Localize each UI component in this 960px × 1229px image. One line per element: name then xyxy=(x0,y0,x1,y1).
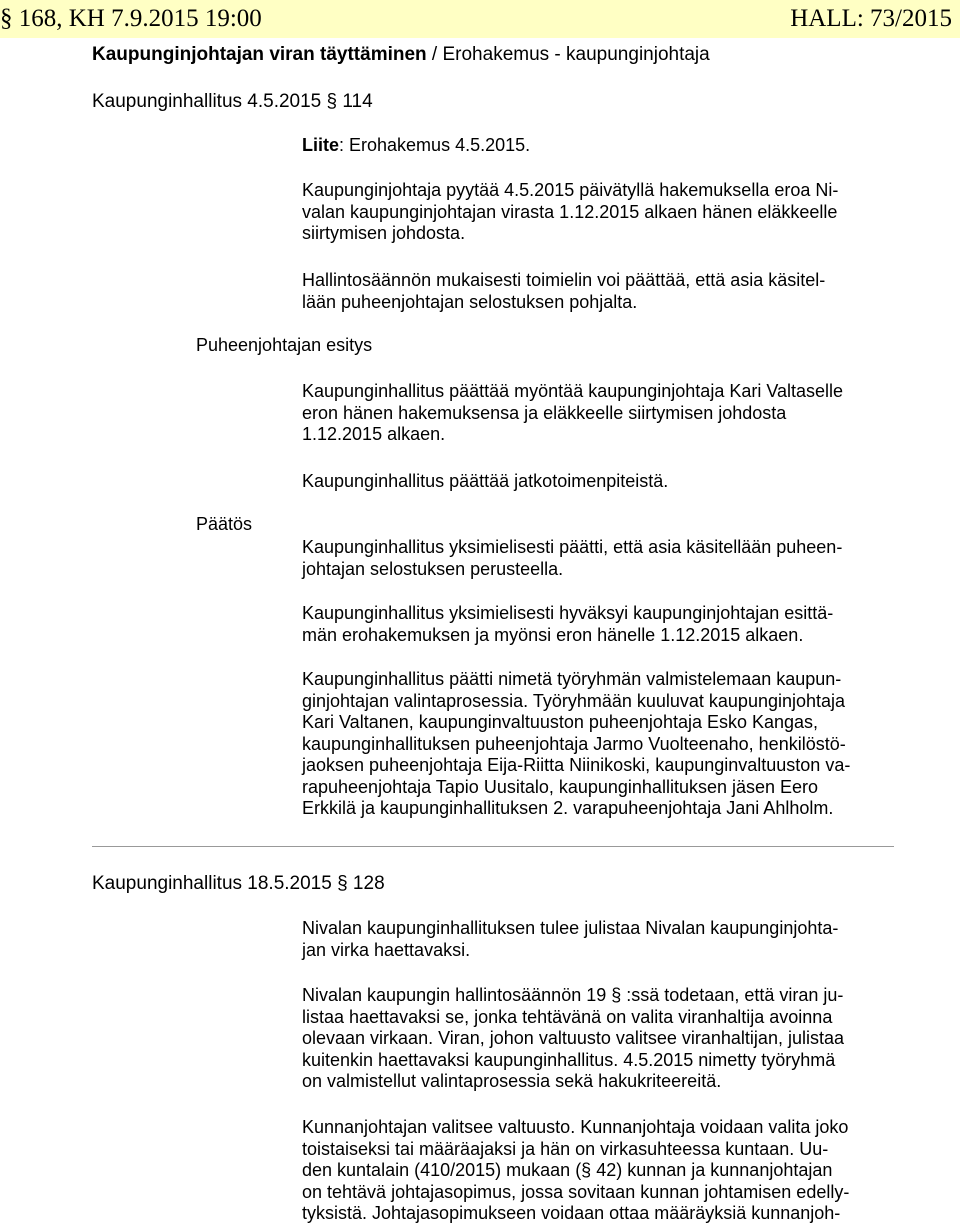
text-line: Kaupunginhallitus yksimielisesti hyväksyi kaupunginjohtajan esittä- xyxy=(302,603,834,623)
attachment-label: Liite xyxy=(302,135,340,155)
text-line: valan kaupunginjohtajan virasta 1.12.2015 alkaen hänen eläkkeelle xyxy=(302,201,838,222)
text-line: on valmistellut valintaprosessia sekä hakukriteereitä. xyxy=(302,1071,722,1091)
text-line: den kuntalain (410/2015) mukaan (§ 42) kunnan ja kunnanjohtajan xyxy=(302,1160,833,1180)
text-line: Nivalan kaupungin hallintosäännön 19 § :ssä todetaan, että viran ju- xyxy=(302,985,844,1005)
decision-paragraph-1 xyxy=(302,537,902,580)
attachment-text: : Erohakemus 4.5.2015. xyxy=(339,135,531,155)
title-rest: / Erohakemus - kaupunginjohtaja xyxy=(426,44,710,65)
text-line: jan virka haettavaksi. xyxy=(302,939,471,960)
text-line: 1.12.2015 alkaen. xyxy=(302,424,446,444)
text-line: toistaiseksi tai määräajaksi ja hän on virkasuhteessa kuntaan. Uu- xyxy=(302,1138,829,1159)
text-line: johtajan selostuksen perusteella. xyxy=(302,558,564,579)
body2-paragraph-1 xyxy=(302,918,902,961)
text-line: kaupunginhallituksen puheenjohtaja Jarmo Vuolteenaho, henkilöstö- xyxy=(302,733,846,754)
text-line: Erkkilä ja kaupunginhallituksen 2. varapuheenjohtaja Jani Ahlholm. xyxy=(302,798,834,818)
text-line: Kari Valtanen, kaupunginvaltuuston puheenjohtaja Esko Kangas, xyxy=(302,712,819,732)
section-divider xyxy=(92,846,894,847)
text-line: Kaupunginhallitus päättää jatkotoimenpiteistä. xyxy=(302,471,669,491)
proposal-paragraph-2 xyxy=(302,471,902,493)
text-line: olevaan virkaan. Viran, johon valtuusto valitsee viranhaltijan, julistaa xyxy=(302,1028,844,1048)
text-line: ginjohtajan valintaprosessia. Työryhmään kuuluvat kaupunginjohtaja xyxy=(302,690,846,711)
decision-label: Päätös xyxy=(196,514,253,534)
text-line: kuitenkin haettavaksi kaupunginhallitus. 4.5.2015 nimetty työryhmä xyxy=(302,1049,836,1070)
hall-number: HALL: 73/2015 xyxy=(790,5,952,32)
text-line: eron hänen hakemuksensa ja eläkkeelle siirtymisen johdosta xyxy=(302,402,787,423)
text-line: lään puheenjohtajan selostuksen pohjalta. xyxy=(302,291,638,312)
meeting-heading-2: Kaupunginhallitus 18.5.2015 § 128 xyxy=(92,873,385,894)
proposal-paragraph-1 xyxy=(302,381,902,446)
document-title xyxy=(92,44,710,66)
text-line: Hallintosäännön mukaisesti toimielin voi päättää, että asia käsitel- xyxy=(302,270,826,290)
text-line: jaoksen puheenjohtaja Eija-Riitta Niinikoski, kaupunginvaltuuston va- xyxy=(302,755,851,775)
text-line: Kaupunginhallitus päättää myöntää kaupunginjohtaja Kari Valtaselle xyxy=(302,381,844,401)
decision-paragraph-3 xyxy=(302,669,902,820)
body2-paragraph-2 xyxy=(302,985,902,1093)
decision-paragraph-2 xyxy=(302,603,902,646)
intro-paragraph-2 xyxy=(302,270,902,313)
text-line: Kaupunginhallitus yksimielisesti päätti, että asia käsitellään puheen- xyxy=(302,537,843,557)
section-header: § 168, KH 7.9.2015 19:00 xyxy=(0,5,262,32)
intro-paragraph-1 xyxy=(302,180,902,245)
text-line: tyksistä. Johtajasopimukseen voidaan ottaa määräyksiä kunnanjoh- xyxy=(302,1203,841,1223)
attachment-line xyxy=(302,135,530,156)
body2-paragraph-3 xyxy=(302,1117,902,1225)
text-line: Kaupunginhallitus päätti nimetä työryhmän valmistelemaan kaupun- xyxy=(302,669,842,689)
header-bar xyxy=(0,0,960,38)
text-line: män erohakemuksen ja myönsi eron hänelle 1.12.2015 alkaen. xyxy=(302,624,804,645)
text-line: rapuheenjohtaja Tapio Uusitalo, kaupunginhallituksen jäsen Eero xyxy=(302,776,819,797)
proposal-label: Puheenjohtajan esitys xyxy=(196,335,373,355)
meeting-heading-1: Kaupunginhallitus 4.5.2015 § 114 xyxy=(92,91,373,112)
text-line: siirtymisen johdosta. xyxy=(302,223,466,243)
text-line: Kunnanjohtajan valitsee valtuusto. Kunnanjohtaja voidaan valita joko xyxy=(302,1117,849,1137)
title-bold: Kaupunginjohtajan viran täyttäminen xyxy=(92,44,427,65)
text-line: listaa haettavaksi se, jonka tehtävänä on valita viranhaltija avoinna xyxy=(302,1006,833,1027)
text-line: on tehtävä johtajasopimus, jossa sovitaan kunnan johtamisen edelly- xyxy=(302,1181,850,1202)
text-line: Kaupunginjohtaja pyytää 4.5.2015 päivätyllä hakemuksella eroa Ni- xyxy=(302,180,839,200)
text-line: Nivalan kaupunginhallituksen tulee julistaa Nivalan kaupunginjohta- xyxy=(302,918,839,938)
